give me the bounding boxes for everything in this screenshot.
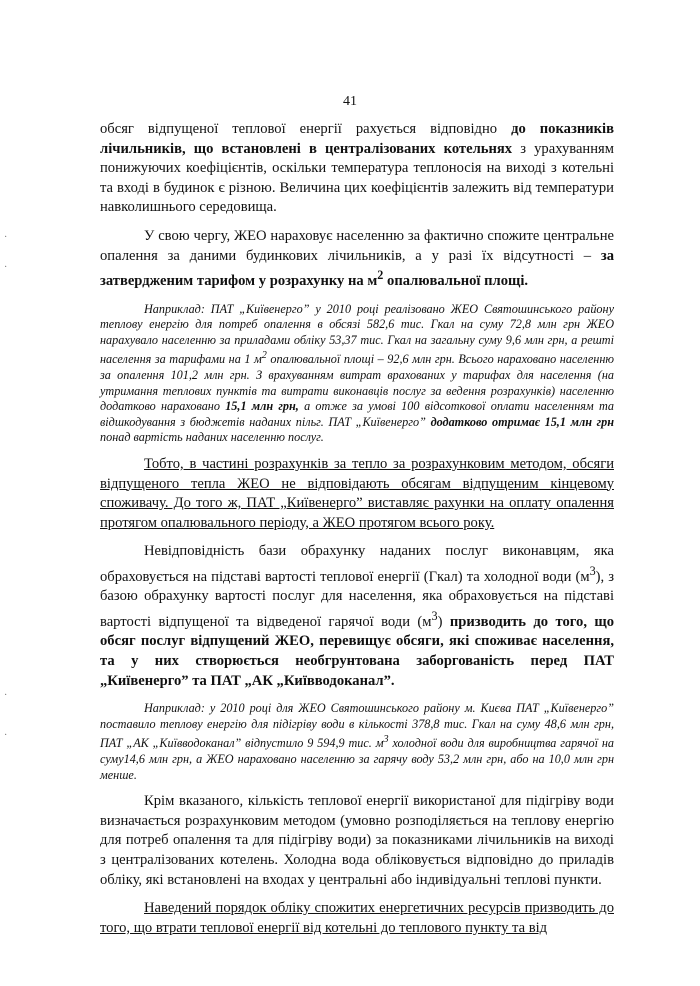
note1-text-d: а отже за умові 100 відсоткової оплати населенням та відшкодування з бюджетів наданих пільг. ПАТ „Київенерго” bbox=[100, 399, 615, 429]
page-body bbox=[100, 120, 614, 938]
p4-sup-2: 3 bbox=[431, 609, 438, 624]
example-note-1 bbox=[100, 302, 614, 446]
p2-text-a: У свою чергу, ЖЕО нараховує населенню за фактично спожите центральне опалення за даними будинкових лічильників, а у разі їх відсутності – bbox=[100, 227, 614, 264]
p4-text-a: Невідповідність бази обрахунку наданих послуг виконавцям, яка обраховується на підставі вартості теплової енергії (Гкал) та холодної води (м bbox=[100, 543, 614, 585]
paragraph-2 bbox=[100, 227, 614, 292]
note2-text-a: Наприклад: у 2010 році для ЖЕО Святошинського району м. Києва ПАТ „Київенерго” поставило теплову енергію для підігріву води в кількості 378,8 тис. Гкал на суму 48,6 млн грн, ПАТ „АК „Київводоканал” відпустило 9 594,9 тис. м bbox=[100, 701, 614, 751]
page-number: 41 bbox=[343, 94, 357, 109]
note1-text-a: Наприклад: ПАТ „Київенерго” у 2010 році реалізовано ЖЕО Святошинського району теплову енергію для потреб опалення в обсязі 582,6 тис. Гкал на суму 72,8 млн грн ЖЕО нарахувало населенню за приладами обліку 53,37 тис. Гкал на загальну суму 9,6 млн грн, а решті населення за тарифами на 1 м bbox=[100, 301, 614, 367]
note2-sup: 3 bbox=[383, 734, 389, 746]
p4-text-c: ) bbox=[437, 613, 450, 630]
p1-text-a: обсяг відпущеної теплової енергії рахується відповідно bbox=[100, 121, 512, 137]
note2-text-b: холодної води для виробництва гарячої на суму14,6 млн грн, а ЖЕО нараховано населенню за гарячу воду 53,2 млн грн, або на 10,0 млн грн менше. bbox=[100, 736, 614, 782]
p1-bold: до показників лічильників, що встановлені в централізованих котельнях bbox=[100, 121, 614, 157]
p4-sup-1: 3 bbox=[589, 563, 596, 578]
p2-sup: 2 bbox=[377, 268, 384, 283]
note1-text-b: опалювальної площі – 92,6 млн грн. Всього нараховано населенню за опалення 101,2 млн грн. З врахуванням витрат врахованих у тарифах для населення (на утримання теплових пунктів та витрати виконавців послуг за ведення розрахунків) населенню додатково нараховано bbox=[100, 352, 614, 414]
paragraph-5: Крім вказаного, кількість теплової енергії використаної для підігріву води визначається розрахунковим методом (умовно розподіляється на теплову енергію для потреб опалення та для підігріву води) за показниками лічильників на виході з централізованих котелень. Холодна вода обліковується відповідно до приладів обліку, які встановлені на входах у центральні або індивідуальні теплові пункти. bbox=[100, 793, 614, 888]
note1-text-f: понад вартість наданих населенню послуг. bbox=[100, 430, 324, 445]
margin-mark: · bbox=[4, 262, 8, 273]
p1-text-c: з урахуванням понижуючих коефіцієнтів, оскільки температура теплоносія на виході з котельні та вході в будинок є різною. Величина цих коефіцієнтів залежить від температури навколишнього середовища. bbox=[100, 140, 614, 216]
paragraph-1 bbox=[100, 120, 614, 218]
p2-bold-text-c: опалювальної площі. bbox=[383, 273, 529, 290]
paragraph-3-underlined: Тобто, в частині розрахунків за тепло за розрахунковим методом, обсяги відпущеного тепла ЖЕО не відповідають обсягам відпущеним кінцевому споживачу. До того ж, ПАТ „Київенерго” виставляє рахунки на оплату опалення протягом опалювального періоду, а ЖЕО протягом всього року. bbox=[100, 456, 614, 531]
p4-bold-d: призводить до того, що обсяг послуг відпущений ЖЕО, перевищує обсяги, які споживає населення, та у них створюється необгрунтована заборгованість перед ПАТ „Київенерго” та ПАТ „АК „Київводоканал”. bbox=[100, 613, 614, 689]
paragraph-4 bbox=[100, 542, 614, 691]
note1-bold-c: 15,1 млн грн, bbox=[225, 399, 299, 414]
margin-mark: · bbox=[4, 232, 8, 243]
margin-mark: · bbox=[4, 690, 8, 701]
p4-text-b: ), з базою обрахунку вартості послуг для населення, яка обраховується на підставі вартості відпущеної та відведеної гарячої води (м bbox=[100, 568, 615, 630]
example-note-2 bbox=[100, 701, 614, 783]
paragraph-6-underlined: Наведений порядок обліку спожитих енергетичних ресурсів призводить до того, що втрати теплової енергії від котельні до теплового пункту та від bbox=[100, 900, 614, 936]
p2-bold-text: за затвердженим тарифом у розрахунку на м bbox=[100, 247, 614, 290]
note1-sup: 2 bbox=[261, 350, 267, 362]
margin-mark: · bbox=[4, 730, 8, 741]
note1-bold-e: додатково отримає 15,1 млн грн bbox=[430, 414, 614, 429]
